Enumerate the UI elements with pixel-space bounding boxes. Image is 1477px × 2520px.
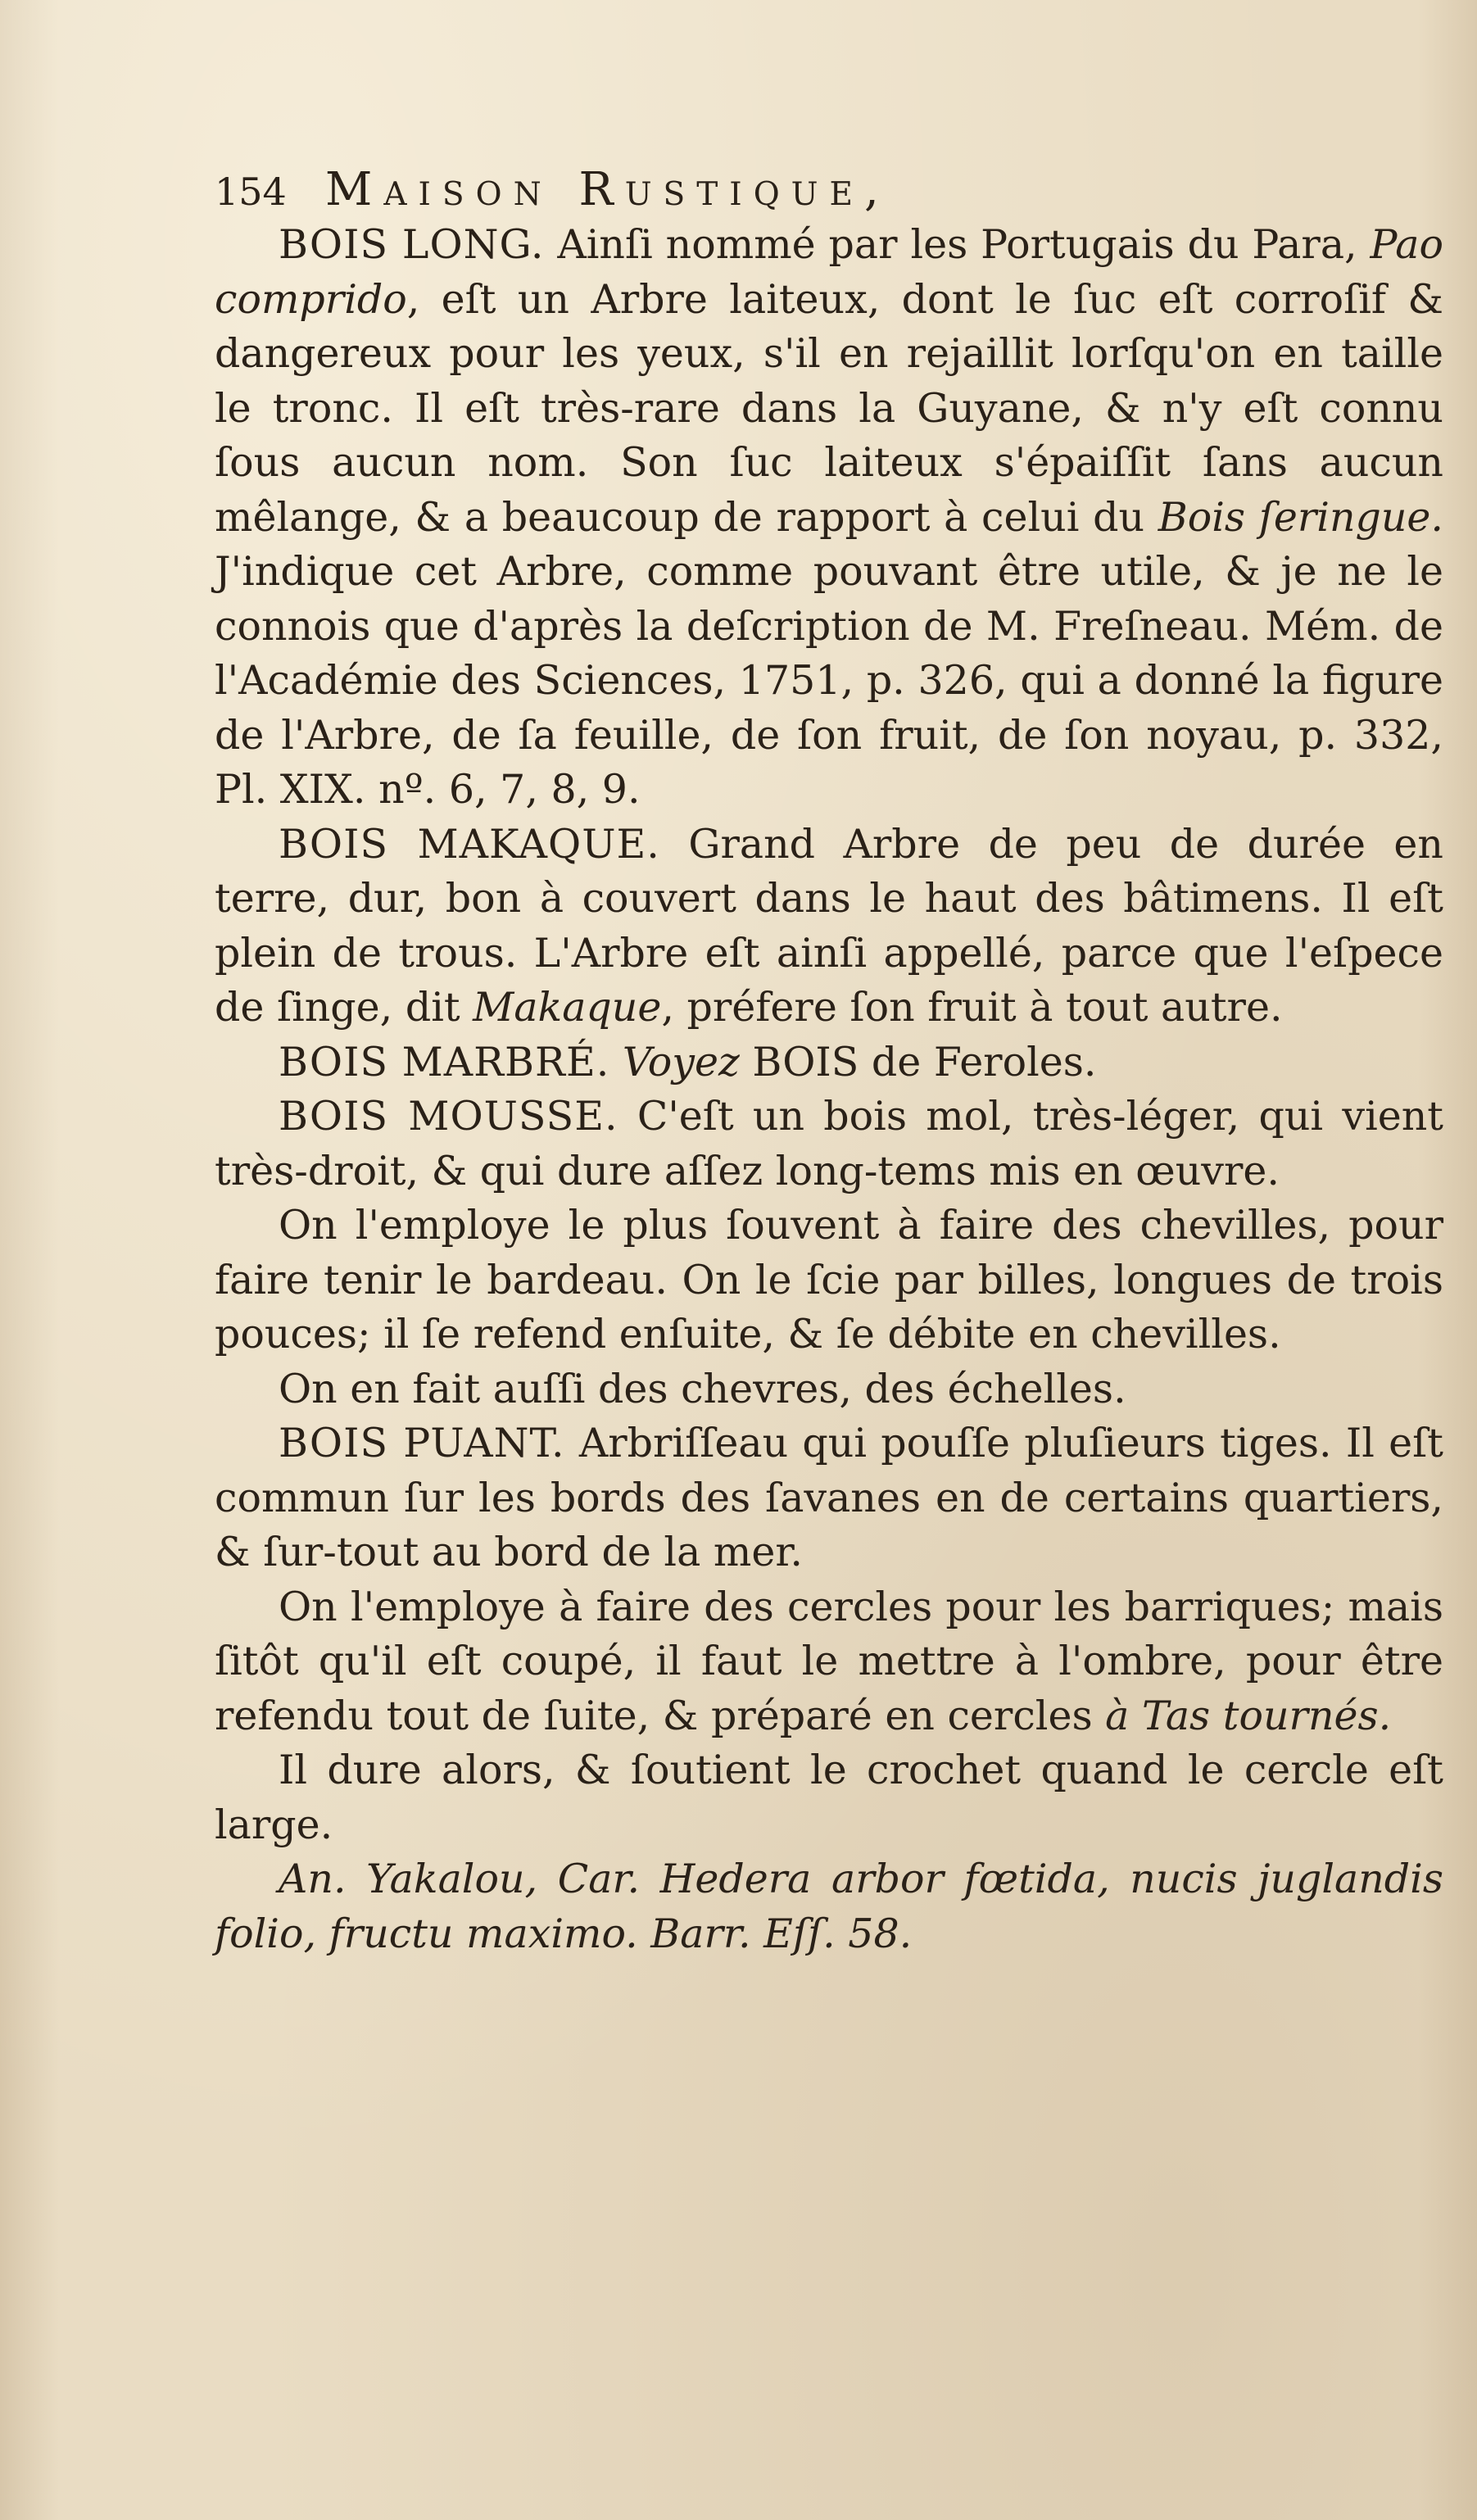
paragraph: On en fait auſſi des chevres, des échelles. xyxy=(279,1365,1126,1412)
paragraph: On l'employe le plus ſouvent à faire des chevilles, pour faire tenir le bardeau. On le ſcie par billes, longues de trois pouces; il ſe refend enſuite, & ſe débite en chevilles. xyxy=(215,1202,1443,1357)
page-number: 154 xyxy=(215,170,287,214)
entry-text: BOIS de Feroles. xyxy=(739,1038,1097,1086)
book-page xyxy=(215,164,1443,1961)
entry-text: , préfere ſon fruit à tout autre. xyxy=(661,984,1283,1031)
page-header xyxy=(215,164,1443,216)
entry-bois-mousse xyxy=(215,1090,1443,1199)
running-title: Maison Rustique, xyxy=(325,163,890,216)
entry-heading: BOIS PUANT. xyxy=(279,1420,565,1466)
synonymy-line: An. Yakalou, Car. Hedera arbor fœtida, nucis juglandis folio, fructu maximo. Barr. Eſſ. 58. xyxy=(215,1856,1443,1957)
entry-text: C'eſt un bois mol, très-léger, qui vient très-droit, & qui dure aſſez long-tems mis en œuvre. xyxy=(215,1093,1443,1194)
italic-term: à Tas tournés. xyxy=(1105,1692,1392,1739)
entry-text: , eſt un Arbre laiteux, dont le ſuc eſt corroſif & dangereux pour les yeux, s'il en rejaillit lorſqu'on en taille le tronc. Il eſt très-rare dans la Guyane, & n'y eſt connu ſous aucun nom. Son ſuc laiteux s'épaiſſit ſans aucun mêlange, & a beaucoup de rapport à celui du xyxy=(215,275,1443,541)
entry-text: J'indique cet Arbre, comme pouvant être utile, & je ne le connois que d'après la deſcription de M. Freſneau. Mém. de l'Académie des Sciences, 1751, p. 326, qui a donné la figure de l'Arbre, de ſa feuille, de ſon fruit, de ſon noyau, p. 332, Pl. XIX. nº. 6, 7, 8, 9. xyxy=(215,548,1443,813)
paragraph xyxy=(215,1580,1443,1744)
entry-heading: BOIS MOUSSE. xyxy=(279,1093,618,1140)
entry-bois-marbre xyxy=(215,1036,1443,1090)
entry-text: On l'employe à faire des cercles pour les barriques; mais ſitôt qu'il eſt coupé, il faut le mettre à l'ombre, pour être refendu tout de ſuite, & préparé en cercles xyxy=(215,1583,1443,1739)
entry-text: Ainſi nommé par les Portugais du Para, xyxy=(544,221,1371,268)
entry-text: Arbriſſeau qui pouſſe pluſieurs tiges. Il eſt commun ſur les bords des ſavanes en de certains quartiers, & ſur-tout au bord de la mer. xyxy=(215,1420,1443,1575)
entry-heading: BOIS LONG. xyxy=(279,221,545,268)
italic-term: Bois ſeringue. xyxy=(1158,493,1444,541)
italic-term: Voyez xyxy=(622,1038,740,1086)
entry-heading: BOIS MAKAQUE. xyxy=(279,820,660,868)
entry-bois-long xyxy=(215,218,1443,818)
entry-bois-puant xyxy=(215,1416,1443,1580)
entry-heading: BOIS MARBRÉ. xyxy=(279,1038,610,1086)
entry-bois-makaque xyxy=(215,818,1443,1036)
italic-term: Pao comprido xyxy=(215,221,1443,323)
entry-text: Grand Arbre de peu de durée en terre, dur, bon à couvert dans le haut des bâtimens. Il eſt plein de trous. L'Arbre eſt ainſi appellé, parce que l'eſpece de ſinge, dit xyxy=(215,820,1443,1031)
italic-term: Makaque xyxy=(473,984,662,1031)
paragraph: Il dure alors, & ſoutient le crochet quand le cercle eſt large. xyxy=(215,1747,1443,1848)
